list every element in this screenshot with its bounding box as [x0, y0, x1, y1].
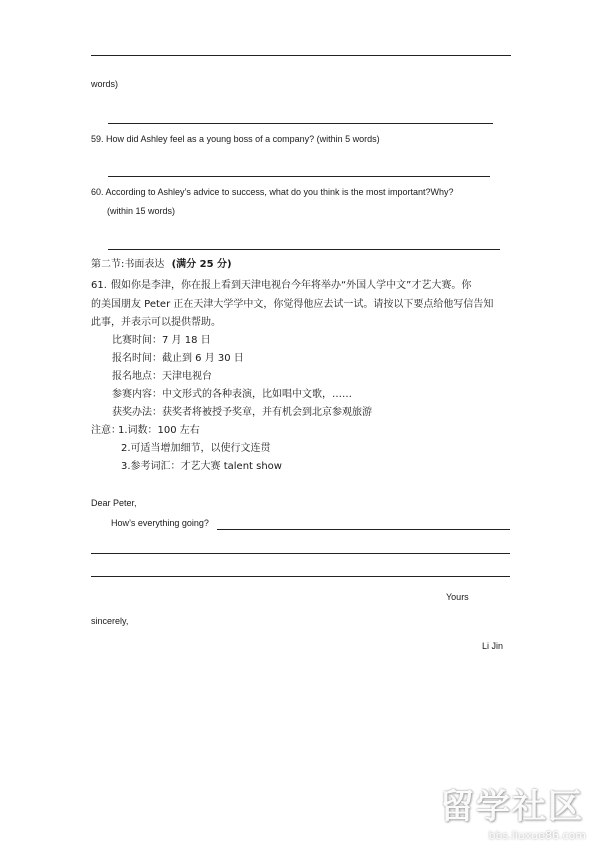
- point-time: 比赛时间：7 月 18 日: [112, 335, 211, 346]
- note-2: 2.可适当增加细节，以使行文连贯: [121, 443, 271, 454]
- answer-line-59: [108, 176, 490, 177]
- writing-line-3: [91, 576, 510, 577]
- answer-line-58a: [91, 55, 511, 56]
- letter-signature: Li Jin: [482, 641, 504, 651]
- question-60-line2: (within 15 words): [107, 206, 176, 216]
- q61-line2: 的美国朋友 Peter 正在天津大学学中文，你觉得他应去试一试。请按以下要点给他写信告知: [91, 299, 494, 310]
- answer-line-58b: [108, 123, 493, 124]
- letter-opening: How’s everything going?: [111, 518, 209, 528]
- watermark-url: bbs.liuxue86.com: [488, 829, 586, 842]
- question-59: 59. How did Ashley feel as a young boss of a company? (within 5 words): [91, 134, 380, 144]
- question-60-line1: 60. According to Ashley’s advice to success, what do you think is the most important?Why?: [91, 187, 454, 197]
- q61-line1: 假如你是李津，你在报上看到天津电视台今年将举办“外国人学中文”才艺大赛。你: [111, 280, 472, 291]
- letter-closing-yours: Yours: [446, 592, 469, 602]
- point-awards: 获奖办法：获奖者将被授予奖章，并有机会到北京参观旅游: [112, 407, 372, 418]
- note-1: 1.词数：100 左右: [118, 425, 200, 436]
- writing-line-2: [91, 553, 510, 554]
- q58-tail: words): [91, 79, 119, 89]
- point-place: 报名地点：天津电视台: [112, 371, 212, 382]
- answer-line-60: [108, 249, 500, 250]
- watermark-logo: 留学社区: [440, 787, 584, 827]
- note-3: 3.参考词汇：才艺大赛 talent show: [121, 461, 282, 472]
- q61-line3: 此事，并表示可以提供帮助。: [91, 317, 221, 328]
- q61-number: 61.: [91, 280, 107, 291]
- letter-closing-sincerely: sincerely,: [91, 616, 129, 626]
- notes-label: 注意：: [91, 425, 121, 436]
- letter-salutation: Dear Peter,: [91, 498, 137, 508]
- writing-line-1: [217, 529, 510, 530]
- section-score: (满分 25 分): [171, 259, 232, 270]
- section-title-row: [91, 258, 232, 271]
- point-content: 参赛内容：中文形式的各种表演，比如唱中文歌，……: [112, 389, 352, 400]
- section-title: 第二节:书面表达: [91, 259, 165, 270]
- point-registration: 报名时间：截止到 6 月 30 日: [112, 353, 244, 364]
